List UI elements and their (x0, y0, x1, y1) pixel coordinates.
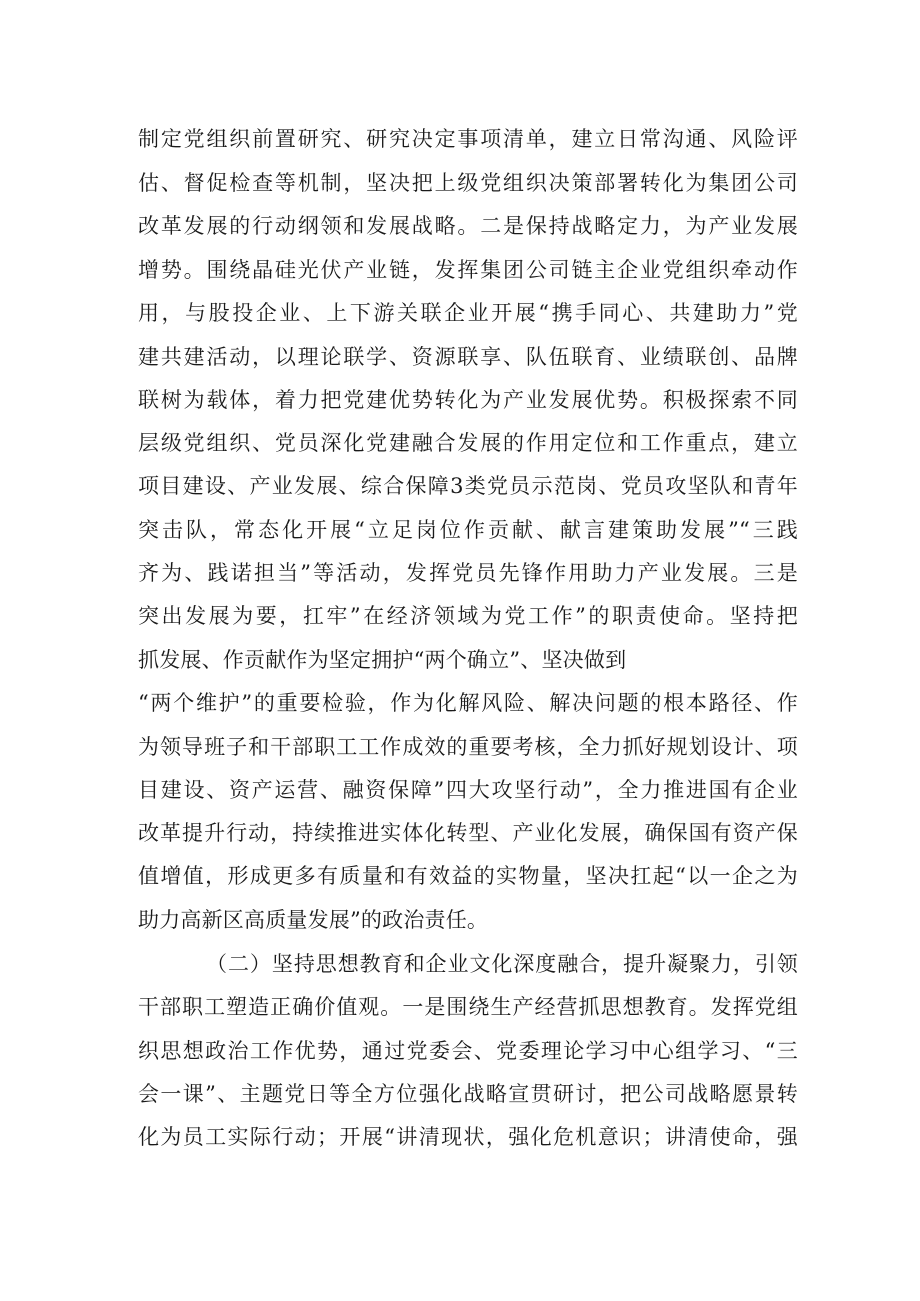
paragraph-line: 层级党组织、党员深化党建融合发展的作用定位和工作重点，建立 (138, 431, 798, 455)
paragraph-line: 助力高新区高质量发展”的政治责任。 (138, 908, 489, 932)
paragraph-line: 突出发展为要，扛牢”在经济领域为党工作”的职责使命。坚持把 (138, 604, 798, 628)
paragraph-line: 会一课”、主题党日等全方位强化战略宣贯研讨，把公司战略愿景转 (138, 1082, 798, 1106)
paragraph-line: 联树为载体，着力把党建优势转化为产业发展优势。积极探索不同 (138, 388, 798, 412)
paragraph-line: 值增值，形成更多有质量和有效益的实物量，坚决扛起“以一企之为 (138, 864, 798, 888)
paragraph-line: 突击队，常态化开展“立足岗位作贡献、献言建策助发展”“三践 (138, 518, 798, 542)
paragraph-line: 为领导班子和干部职工工作成效的重要考核，全力抓好规划设计、项 (138, 735, 798, 759)
paragraph-line: 制定党组织前置研究、研究决定事项清单，建立日常沟通、风险评 (138, 127, 798, 151)
paragraph-line: 用，与股投企业、上下游关联企业开展“携手同心、共建助力”党 (138, 301, 798, 325)
paragraph-line: “两个维护”的重要检验，作为化解风险、解决问题的根本路径、作 (138, 691, 798, 715)
paragraph-line: 增势。围绕晶硅光伏产业链，发挥集团公司链主企业党组织牵动作 (138, 258, 798, 282)
paragraph-line: 干部职工塑造正确价值观。一是围绕生产经营抓思想教育。发挥党组 (138, 995, 798, 1019)
paragraph-line: 化为员工实际行动；开展“讲清现状，强化危机意识；讲清使命，强 (138, 1125, 798, 1149)
paragraph-line: （二）坚持思想教育和企业文化深度融合，提升凝聚力，引领 (206, 952, 798, 976)
paragraph-line: 建共建活动，以理论联学、资源联享、队伍联育、业绩联创、品牌 (138, 345, 798, 369)
paragraph-line: 改革提升行动，持续推进实体化转型、产业化发展，确保国有资产保 (138, 821, 798, 845)
paragraph-line: 织思想政治工作优势，通过党委会、党委理论学习中心组学习、“三 (138, 1039, 798, 1063)
paragraph-line: 齐为、践诺担当”等活动，发挥党员先锋作用助力产业发展。三是 (138, 561, 798, 585)
paragraph-line: 项目建设、产业发展、综合保障3类党员示范岗、党员攻坚队和青年 (138, 474, 798, 498)
paragraph-line: 估、督促检查等机制，坚决把上级党组织决策部署转化为集团公司 (138, 171, 798, 195)
paragraph-line: 目建设、资产运营、融资保障”四大攻坚行动”，全力推进国有企业 (138, 778, 798, 802)
paragraph-line: 抓发展、作贡献作为坚定拥护“两个确立”、坚决做到 (138, 648, 627, 672)
paragraph-line: 改革发展的行动纲领和发展战略。二是保持战略定力，为产业发展 (138, 214, 798, 238)
